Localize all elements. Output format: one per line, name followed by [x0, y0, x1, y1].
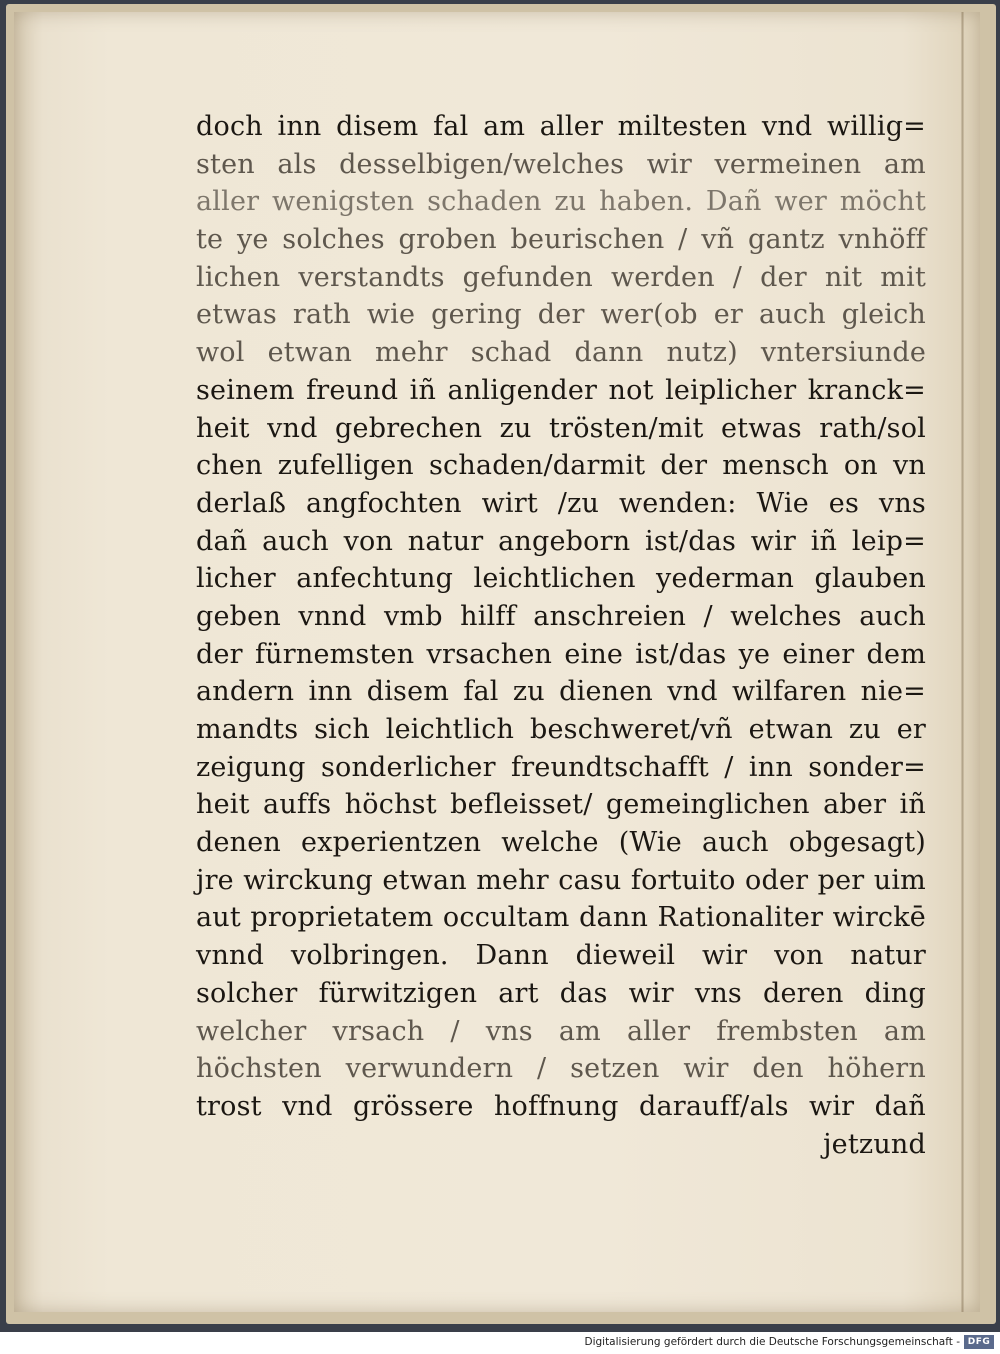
text-line: doch inn disem fal am aller miltesten vnd willig= [196, 111, 926, 142]
text-line: aller wenigsten schaden zu haben. Dañ wer möcht [196, 186, 926, 218]
funding-credit: Digitalisierung gefördert durch die Deutsche Forschungsgemeinschaft - [584, 1336, 960, 1348]
text-line: te ye solches groben beurischen / vñ gantz vnhöff [196, 224, 926, 256]
dfg-logo: DFG [964, 1335, 994, 1349]
text-line: geben vnnd vmb hilff anschreien / welches auch [196, 600, 926, 632]
text-block [196, 108, 926, 1163]
text-line: trost vnd grössere hoffnung darauff/als wir dañ [196, 1090, 926, 1122]
text-line: vnnd volbringen. Dann dieweil wir von natur [196, 940, 926, 972]
text-line: sten als desselbigen/welches wir vermeinen am [196, 148, 926, 180]
text-line: dañ auch von natur angeborn ist/das wir iñ leip= [196, 525, 926, 557]
text-line: jre wirckung etwan mehr casu fortuito oder per uim [196, 864, 926, 896]
footer-bar [0, 1332, 1000, 1354]
text-line: wol etwan mehr schad dann nutz) vntersiunde [196, 337, 926, 369]
catchword: jetzund [823, 1128, 926, 1160]
text-line: seinem freund iñ anligender not leiplicher kranck= [196, 374, 926, 406]
text-line: etwas rath wie gering der wer(ob er auch gleich [196, 299, 926, 331]
text-line: aut proprietatem occultam dann Rationaliter wirckē [196, 902, 926, 934]
text-line: licher anfechtung leichtlichen yederman glauben [196, 563, 926, 595]
text-line: derlaß angfochten wirt /zu wenden: Wie es vns [196, 487, 926, 519]
text-line: lichen verstandts gefunden werden / der nit mit [196, 261, 926, 293]
text-line: heit vnd gebrechen zu trösten/mit etwas rath/sol [196, 412, 926, 444]
page-fold [961, 12, 964, 1312]
text-line: der fürnemsten vrsachen eine ist/das ye einer dem [196, 638, 926, 670]
text-line: zeigung sonderlicher freundtschafft / inn sonder= [196, 751, 926, 783]
text-line: denen experientzen welche (Wie auch obgesagt) [196, 827, 926, 859]
text-line: andern inn disem fal zu dienen vnd wilfaren nie= [196, 676, 926, 708]
text-line: heit auffs höchst befleisset/ gemeinglichen aber iñ [196, 789, 926, 821]
text-line: höchsten verwundern / setzen wir den höhern [196, 1053, 926, 1085]
text-line: welcher vrsach / vns am aller frembsten am [196, 1015, 926, 1047]
text-line: chen zufelligen schaden/darmit der mensch on vn [196, 450, 926, 482]
text-line: mandts sich leichtlich beschweret/vñ etwan zu er [196, 714, 926, 745]
text-line: solcher fürwitzigen art das wir vns deren ding [196, 977, 926, 1009]
